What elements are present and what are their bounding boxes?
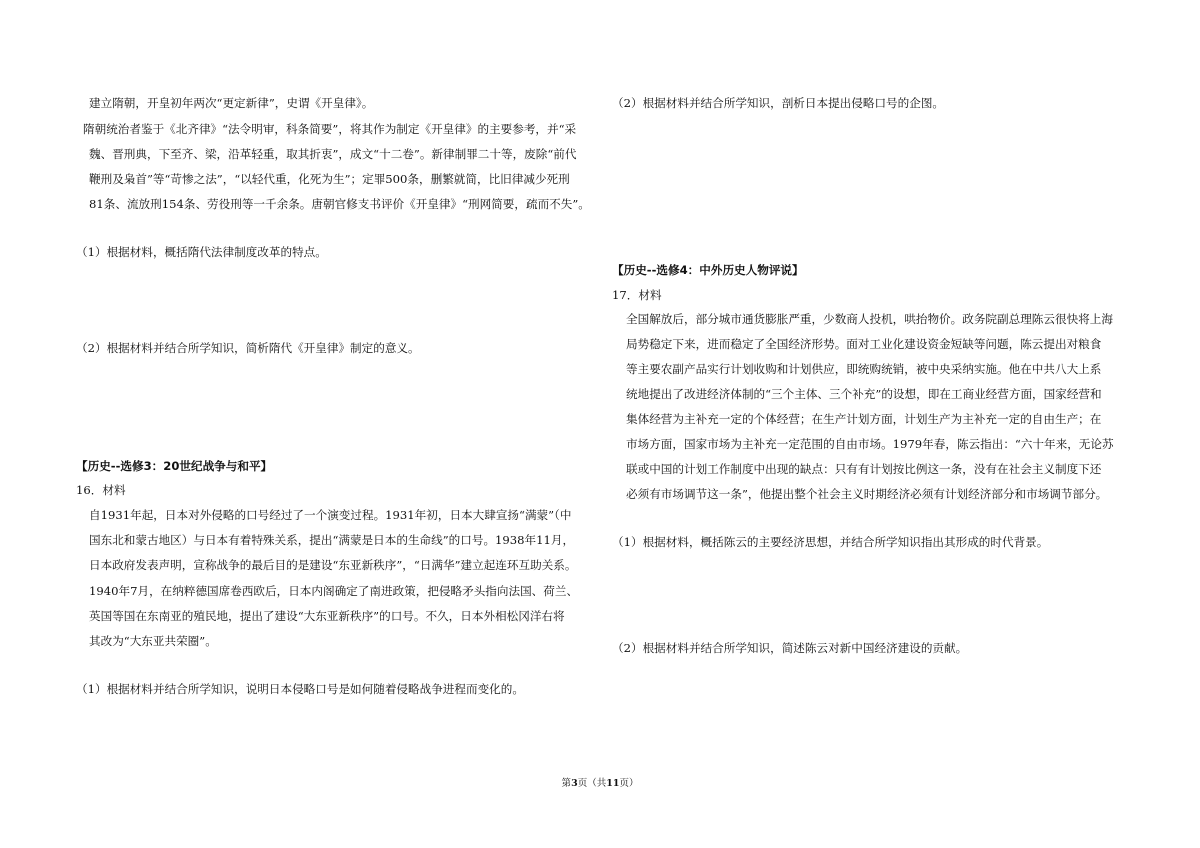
- question-17-1: （1）根据材料，概括陈云的主要经济思想，并结合所学知识指出其形成的时代背景。: [612, 535, 1049, 549]
- material-15-line-5: 81条、流放刑154条、劳役刑等一千余条。唐朝官修支书评价《开皇律》“刑网简要，疏而不失”。: [89, 197, 590, 211]
- question-17-2: （2）根据材料并结合所学知识，简述陈云对新中国经济建设的贡献。: [612, 641, 968, 655]
- question-17-label: 17．材料: [612, 288, 662, 302]
- section-4-title: 【历史--选修4：中外历史人物评说】: [612, 263, 804, 277]
- question-15-1: （1）根据材料，概括隋代法律制度改革的特点。: [76, 245, 327, 259]
- footer-suffix: 页）: [619, 778, 639, 789]
- material-17-line-6: 市场方面，国家市场为主补充一定范围的自由市场。1979年春，陈云指出：“六十年来，无论苏: [626, 437, 1114, 451]
- material-17-line-3: 等主要农副产品实行计划收购和计划供应，即统购统销，被中央采纳实施。他在中共八大上系: [626, 362, 1102, 376]
- page-footer: [0, 775, 1200, 789]
- total-pages: 11: [606, 778, 620, 789]
- material-17-line-1: 全国解放后，部分城市通货膨胀严重，少数商人投机，哄抬物价。政务院副总理陈云很快将上海: [626, 312, 1113, 326]
- material-16-line-2: 国东北和蒙古地区）与日本有着特殊关系，提出“满蒙是日本的生命线”的口号。1938年11月，: [89, 533, 575, 547]
- material-17-line-8: 必须有市场调节这一条”，他提出整个社会主义时期经济必须有计划经济部分和市场调节部分。: [626, 487, 1108, 501]
- material-16-line-3: 日本政府发表声明，宣称战争的最后目的是建设“东亚新秩序”，“日满华”建立起连环互助关系。: [89, 558, 577, 572]
- material-16-line-4: 1940年7月，在纳粹德国席卷西欧后，日本内阁确定了南进政策，把侵略矛头指向法国、荷兰、: [89, 584, 579, 598]
- material-16-line-6: 其改为“大东亚共荣圈”。: [89, 634, 217, 648]
- footer-prefix: 第: [561, 778, 572, 789]
- question-15-2: （2）根据材料并结合所学知识，简析隋代《开皇律》制定的意义。: [76, 341, 420, 355]
- page-number: 3: [571, 778, 578, 789]
- material-15-line-3: 魏、晋刑典，下至齐、梁，沿革轻重，取其折衷”，成文“十二卷”。新律制罪二十等，废除“前代: [89, 147, 577, 161]
- question-16-label: 16．材料: [76, 483, 126, 497]
- material-15-line-1: 建立隋朝，开皇初年两次“更定新律”，史谓《开皇律》。: [89, 96, 374, 110]
- question-16-1: （1）根据材料并结合所学知识，说明日本侵略口号是如何随着侵略战争进程而变化的。: [76, 682, 524, 696]
- material-17-line-2: 局势稳定下来，进而稳定了全国经济形势。面对工业化建设资金短缺等问题，陈云提出对粮食: [626, 337, 1102, 351]
- material-15-line-2: 隋朝统治者鉴于《北齐律》“法令明审，科条简要”，将其作为制定《开皇律》的主要参考，并“采: [83, 122, 577, 136]
- material-17-line-5: 集体经营为主补充一定的个体经营；在生产计划方面，计划生产为主补充一定的自由生产；在: [626, 412, 1102, 426]
- material-17-line-4: 统地提出了改进经济体制的“三个主体、三个补充”的设想，即在工商业经营方面，国家经营和: [626, 387, 1102, 401]
- material-17-line-7: 联或中国的计划工作制度中出现的缺点：只有有计划按比例这一条，没有在社会主义制度下还: [626, 462, 1102, 476]
- material-16-line-1: 自1931年起，日本对外侵略的口号经过了一个演变过程。1931年初，日本大肆宣扬“满蒙”（中: [89, 508, 572, 522]
- question-16-2: （2）根据材料并结合所学知识，剖析日本提出侵略口号的企图。: [612, 96, 945, 110]
- footer-middle: 页（共: [577, 778, 607, 789]
- section-3-title: 【历史--选修3：20世纪战争与和平】: [76, 459, 273, 473]
- material-15-line-4: 鞭刑及枭首”等“苛惨之法”，“以轻代重，化死为生”；定罪500条，删繁就简，比旧律减少死刑: [89, 172, 570, 186]
- material-16-line-5: 英国等国在东南亚的殖民地，提出了建设“大东亚新秩序”的口号。不久，日本外相松冈洋右将: [89, 609, 565, 623]
